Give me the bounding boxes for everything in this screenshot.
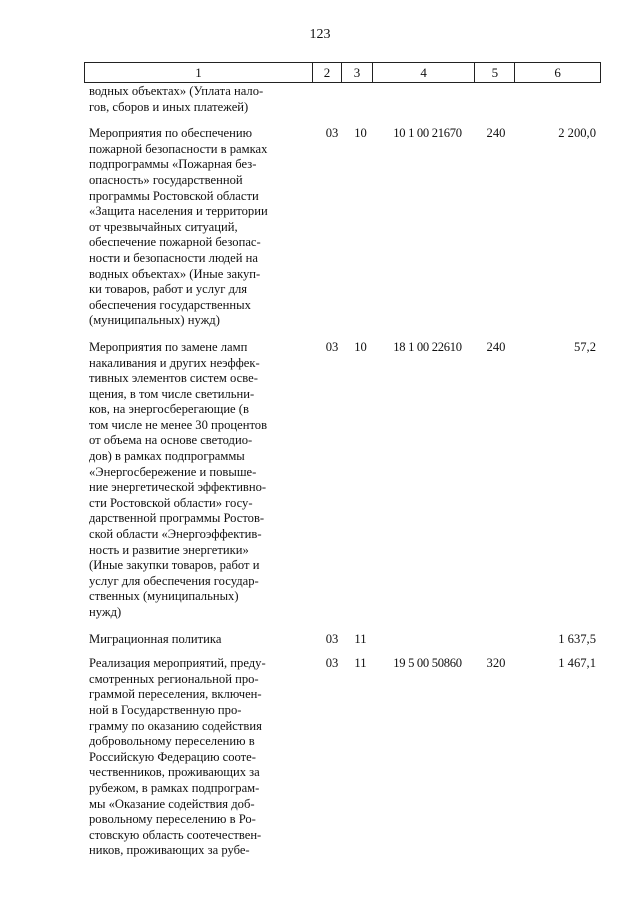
desc-line: щения, в том числе светильни- [89,386,255,401]
desc-line: ность и развитие энергетики» [89,542,249,557]
target-article-code [373,632,476,648]
desc-line: Мероприятия по замене ламп [89,339,248,354]
desc-line: услуг для обеспечения государ- [89,573,259,588]
desc-line: ние энергетической эффективно- [89,480,267,495]
header-col-1: 1 [85,63,313,82]
desc-line: накаливания и других неэффек- [89,355,260,370]
section-code: 03 [325,339,339,354]
desc-line: от чрезвычайных ситуаций, [89,219,238,234]
target-article-code: 18 1 00 22610 [393,339,462,354]
amount: 1 637,5 [558,631,596,646]
desc-line: граммой переселения, включен- [89,687,262,702]
subsection-code [342,84,373,115]
desc-line: ки товаров, работ и услуг для [89,282,248,297]
desc-line: нужд) [89,605,122,619]
desc-line: тивных элементов систем осве- [89,371,258,386]
desc-line: гов, сборов и иных платежей) [89,99,249,114]
desc-line: водных объектах» (Уплата нало- [89,84,264,98]
amount [516,84,601,115]
expense-type-code: 240 [486,339,506,354]
desc-line: рубежом, в рамках подпрограм- [89,780,260,795]
header-col-4: 4 [373,63,476,82]
table-row [84,340,601,621]
target-article-code [373,84,476,115]
row-description [84,632,313,648]
amount: 1 467,1 [558,656,596,671]
header-col-2: 2 [313,63,342,82]
table-row [84,632,601,648]
desc-line: ной в Государственную про- [89,702,242,717]
section-code: 03 [325,631,339,646]
section-code: 03 [325,126,339,141]
header-col-5: 5 [475,63,515,82]
desc-line: обеспечения государственных [89,297,251,312]
desc-line: дов) в рамках подпрограммы [89,449,245,464]
desc-line: Российскую Федерацию сооте- [89,749,256,764]
section-code [313,84,342,115]
desc-line: «Защита населения и территории [89,204,268,219]
desc-line: программы Ростовской области [89,188,259,203]
expense-type-code [476,84,516,115]
table-row [84,84,601,115]
desc-line: стовскую область соотечествен- [89,827,262,842]
row-description [84,126,313,329]
expense-type-code: 320 [486,656,506,671]
header-col-6: 6 [554,64,561,80]
desc-line: (Иные закупки товаров, работ и [89,558,260,573]
desc-line: ственных (муниципальных) [89,589,239,604]
desc-line: ников, проживающих за рубе- [89,843,250,858]
target-article-code: 19 5 00 50860 [393,656,462,671]
section-code: 03 [325,656,339,671]
desc-line: подпрограммы «Пожарная без- [89,157,257,172]
row-description [84,340,313,621]
desc-line: ков, на энергосберегающие (в [89,402,249,417]
desc-line: смотренных региональной про- [89,671,259,686]
subsection-code: 10 [354,339,367,354]
desc-line: Реализация мероприятий, преду- [89,656,266,671]
desc-line: пожарной безопасности в рамках [89,141,268,156]
desc-line: «Энергосбережение и повыше- [89,464,257,479]
subsection-code: 11 [354,656,367,671]
row-description [84,84,313,115]
target-article-code: 10 1 00 21670 [393,126,462,141]
subsection-code: 11 [354,631,367,646]
desc-line: (муниципальных) нужд) [89,313,220,328]
desc-line: ской области «Энергоэффектив- [89,527,262,542]
desc-line: мы «Оказание содействия доб- [89,796,255,811]
table-row [84,656,601,859]
expense-type-code: 240 [486,126,506,141]
desc-line: от объема на основе светодио- [89,433,253,448]
desc-line: ности и безопасности людей на [89,250,258,265]
desc-line: сти Ростовской области» госу- [89,495,253,510]
table-body [84,84,601,859]
desc-line: опасность» государственной [89,172,243,187]
table-row [84,126,601,329]
desc-line: том числе не менее 30 процентов [89,417,268,432]
amount: 2 200,0 [558,126,596,141]
desc-line: обеспечение пожарной безопас- [89,235,261,250]
desc-line: ровольному переселению в Ро- [89,812,256,827]
row-description [84,656,313,859]
amount: 57,2 [573,339,596,354]
page-number: 123 [309,27,331,42]
desc-line: добровольному переселению в [89,734,255,749]
desc-line: грамму по оказанию содействия [89,718,262,733]
desc-line: чественников, проживающих за [89,765,260,780]
table-header [84,62,601,83]
expense-type-code [476,632,516,648]
subsection-code: 10 [354,126,367,141]
header-col-3: 3 [342,63,373,82]
desc-line: Миграционная политика [89,631,222,646]
desc-line: дарственной программы Ростов- [89,511,265,526]
desc-line: Мероприятия по обеспечению [89,126,253,141]
desc-line: водных объектах» (Иные закуп- [89,266,261,281]
